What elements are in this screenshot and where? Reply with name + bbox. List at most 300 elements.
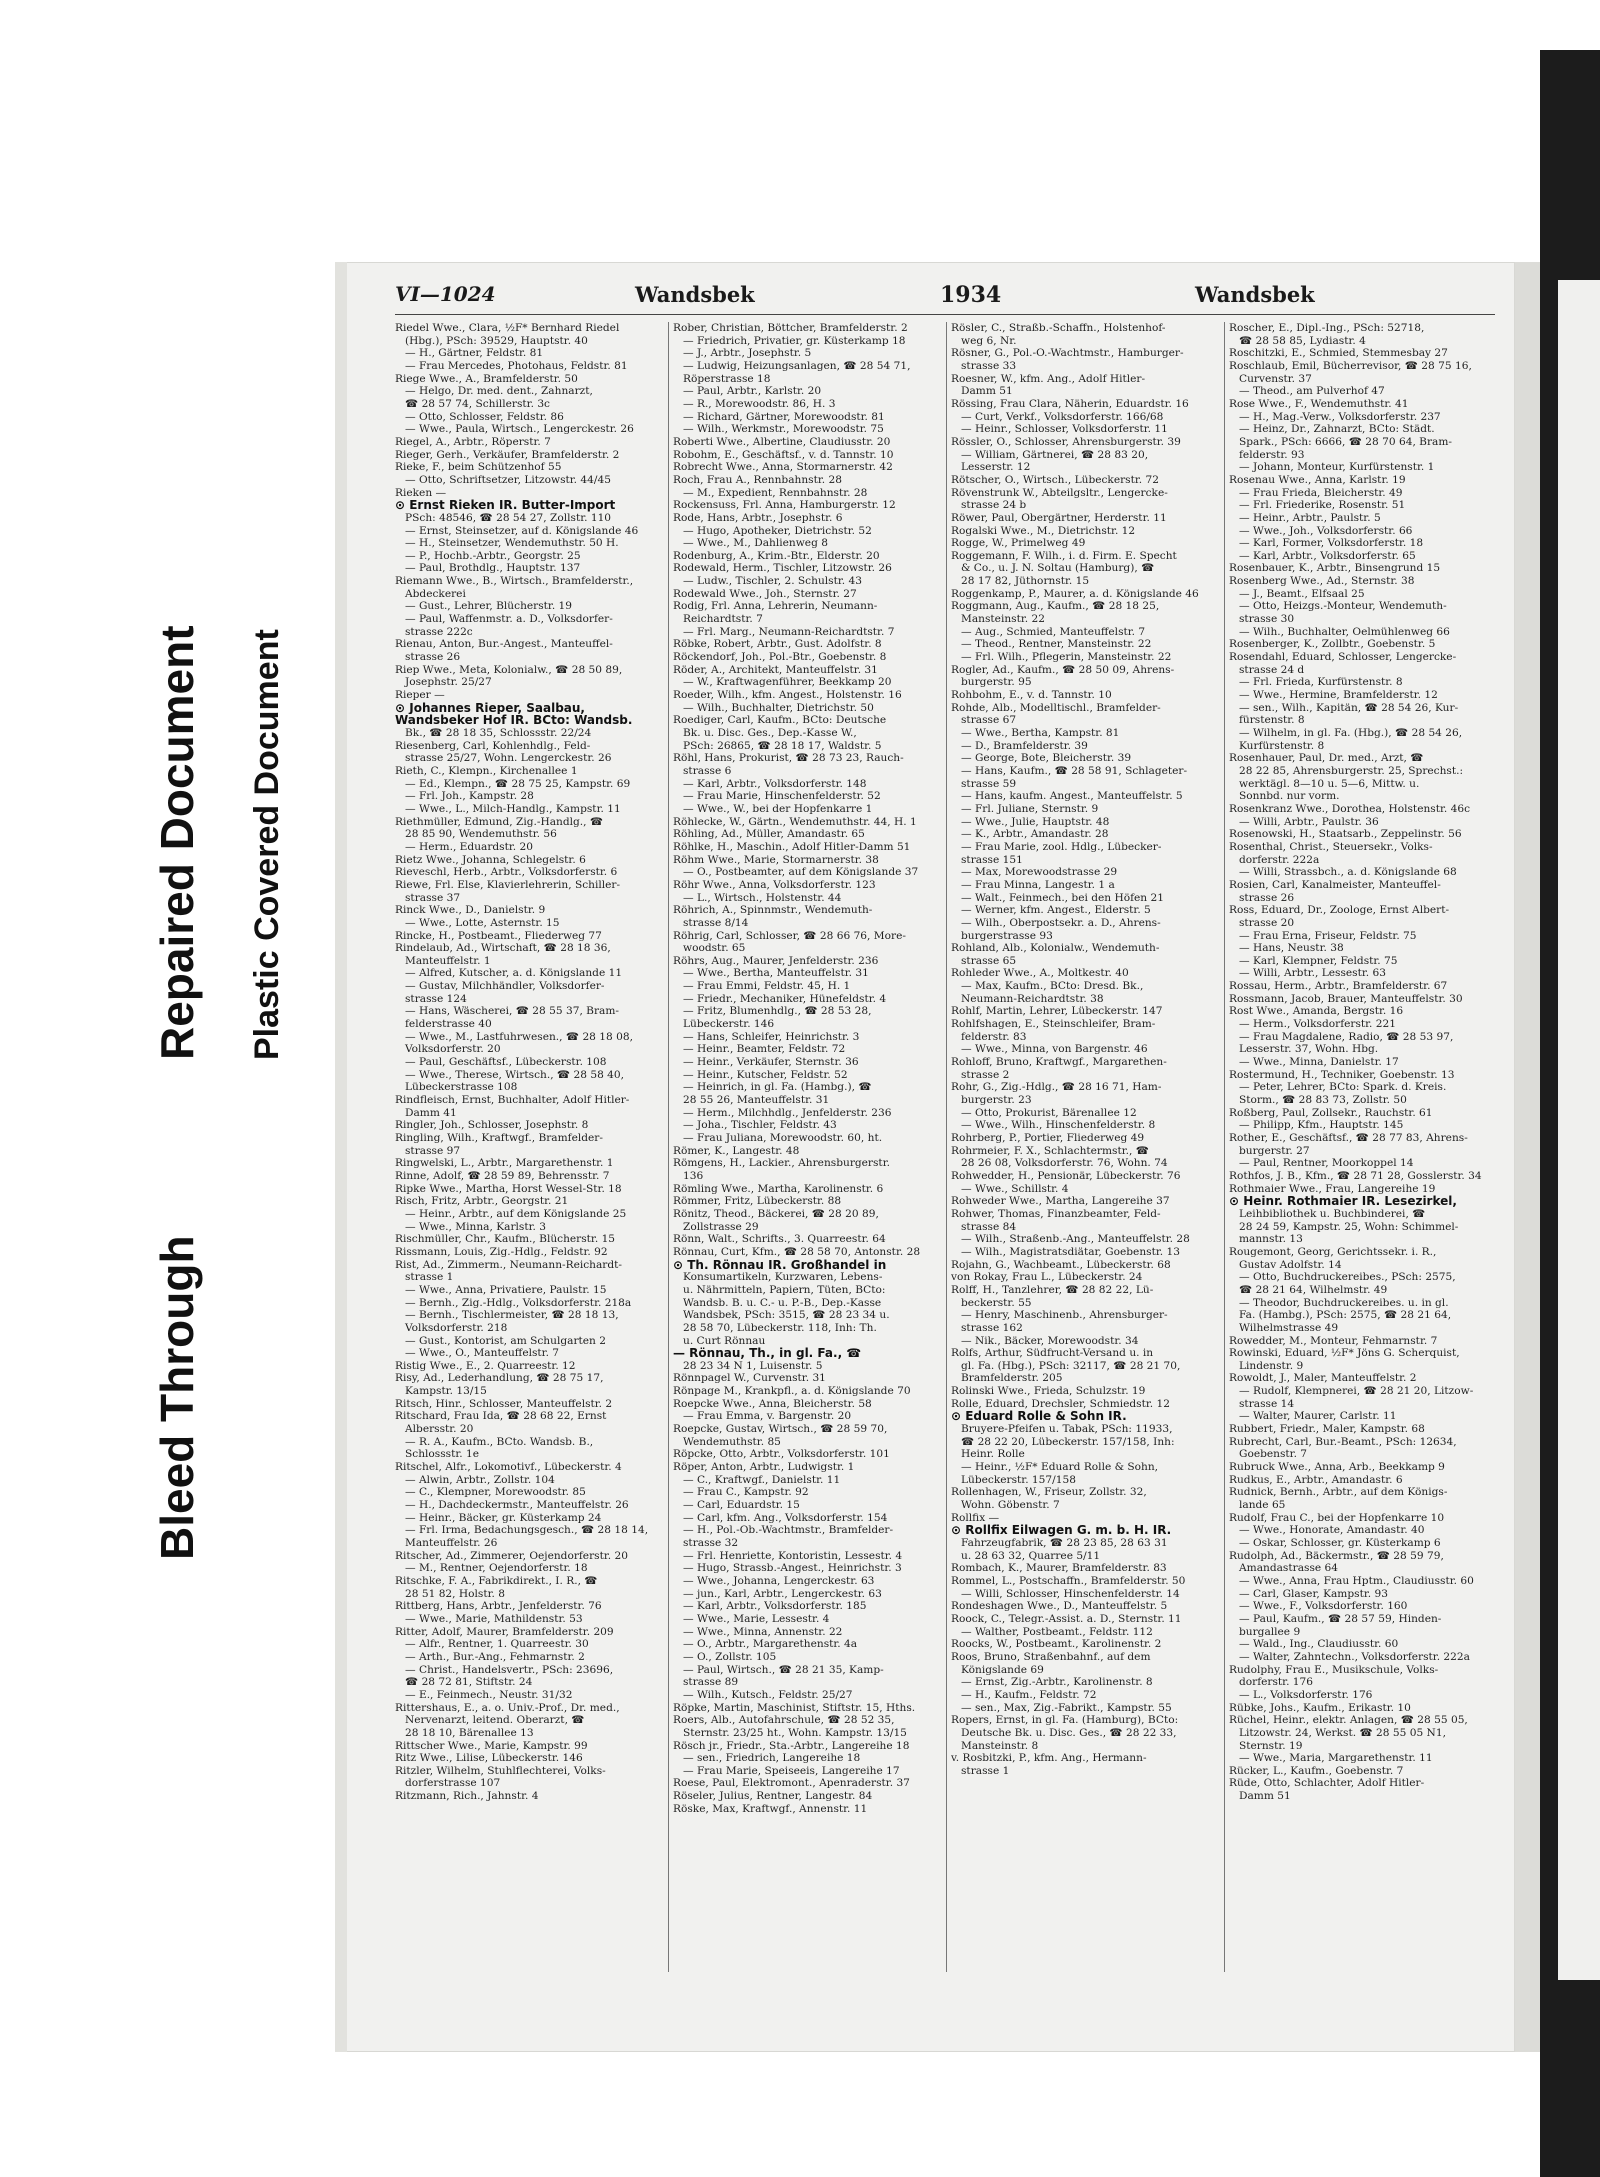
directory-entry: — Willi, Schlosser, Hinschenfelderstr. 14	[961, 1587, 1180, 1600]
directory-entry: — Karl, Arbtr., Volksdorferstr. 185	[683, 1600, 867, 1613]
directory-entry: lande 65	[1239, 1499, 1286, 1512]
directory-entry: — Walter, Maurer, Carlstr. 11	[1239, 1410, 1397, 1423]
directory-entry: — Heinr., ½F* Eduard Rolle & Sohn,	[961, 1461, 1159, 1474]
directory-entry: — Wwe., Minna, Karlstr. 3	[405, 1220, 546, 1233]
directory-entry-advert: Wandsbeker Hof IR. BCto: Wandsb.	[395, 714, 633, 727]
directory-entry: Rittershaus, E., a. o. Univ.-Prof., Dr. med.,	[395, 1701, 620, 1714]
directory-entry: Rockensuss, Frl. Anna, Hamburgerstr. 12	[673, 499, 896, 512]
directory-entry: — Paul, Waffenmstr. a. D., Volksdorfer-	[405, 613, 613, 626]
directory-entry: — Wwe., Anna, Frau Hptm., Claudiusstr. 60	[1239, 1574, 1474, 1587]
directory-entry: — Frl. Joh., Kampstr. 28	[405, 790, 534, 803]
directory-entry: Ritschke, F. A., Fabrikdirekt., I. R., ☎	[395, 1574, 598, 1587]
directory-entry: Rieke, F., beim Schützenhof 55	[395, 461, 562, 474]
directory-entry: — Rudolf, Klempnerei, ☎ 28 21 20, Litzow-	[1239, 1385, 1474, 1398]
directory-entry: Albersstr. 20	[405, 1423, 474, 1436]
directory-entry: Rist, Ad., Zimmerm., Neumann-Reichardt-	[395, 1258, 622, 1271]
directory-entry: Roers, Alb., Autofahrschule, ☎ 28 52 35,	[673, 1714, 895, 1727]
directory-entry: Storm., ☎ 28 83 73, Zollstr. 50	[1239, 1094, 1407, 1107]
directory-entry: strasse 151	[961, 853, 1023, 866]
directory-entry: Rosien, Carl, Kanalmeister, Manteuffel-	[1229, 878, 1441, 891]
directory-entry: Rolff, H., Tanzlehrer, ☎ 28 82 22, Lü-	[951, 1283, 1154, 1296]
directory-entry: Röckendorf, Joh., Pol.-Btr., Goebenstr. 8	[673, 651, 887, 664]
directory-entry: strasse 1	[405, 1271, 454, 1284]
directory-entry: Volksdorferstr. 218	[405, 1321, 508, 1334]
directory-entry: strasse 6	[683, 764, 732, 777]
directory-entry: — Gust., Kontorist, am Schulgarten 2	[405, 1334, 606, 1347]
directory-entry: Rudolphy, Frau E., Musikschule, Volks-	[1229, 1663, 1439, 1676]
directory-entry: Roberti Wwe., Albertine, Claudiusstr. 20	[673, 435, 891, 448]
directory-entry: Bk., ☎ 28 18 35, Schlossstr. 22/24	[405, 727, 592, 739]
directory-entry: — Werner, kfm. Angest., Elderstr. 5	[961, 904, 1151, 917]
directory-entry: Rieth, C., Klempn., Kirchenallee 1	[395, 764, 578, 777]
directory-entry: Ritz Wwe., Lilise, Lübeckerstr. 146	[395, 1752, 583, 1765]
directory-entry: — Frau Marie, zool. Hdlg., Lübecker-	[961, 840, 1162, 853]
directory-entry: — Paul, Arbtr., Karlstr. 20	[683, 385, 822, 398]
directory-entry: — O., Arbtr., Margarethenstr. 4a	[683, 1638, 858, 1651]
directory-entry: Rosenau Wwe., Anna, Karlstr. 19	[1229, 473, 1406, 486]
directory-entry: Ringler, Joh., Schlosser, Josephstr. 8	[395, 1119, 589, 1132]
directory-entry: — Oskar, Schlosser, gr. Küsterkamp 6	[1239, 1537, 1441, 1549]
directory-entry: Rondeshagen Wwe., D., Manteuffelstr. 5	[951, 1600, 1168, 1613]
directory-entry: — Henry, Maschinenb., Ahrensburger-	[961, 1309, 1168, 1322]
directory-entry: Rohwer, Thomas, Finanzbeamter, Feld-	[951, 1207, 1161, 1220]
directory-entry: — Carl, kfm. Ang., Volksdorferstr. 154	[683, 1511, 888, 1524]
directory-entry: Schlossstr. 1e	[405, 1448, 479, 1461]
directory-entry: Rohr, G., Zig.-Hdlg., ☎ 28 16 71, Ham-	[951, 1081, 1162, 1094]
directory-entry: Röhlke, H., Maschin., Adolf Hitler-Damm 51	[673, 840, 911, 853]
directory-entry: Ristig Wwe., E., 2. Quarreestr. 12	[395, 1359, 576, 1372]
directory-entry: — W., Kraftwagenführer, Beekkamp 20	[683, 676, 892, 689]
directory-entry: 28 18 10, Bärenallee 13	[405, 1726, 534, 1739]
directory-entry: Rücker, L., Kaufm., Goebenstr. 7	[1229, 1764, 1404, 1777]
directory-entry: — Wilh., Magistratsdiätar, Goebenstr. 13	[961, 1245, 1180, 1258]
directory-entry: Kampstr. 13/15	[405, 1385, 487, 1398]
directory-entry: Roocks, W., Postbeamt., Karolinenstr. 2	[951, 1638, 1162, 1651]
directory-entry: — Wwe., Bertha, Manteuffelstr. 31	[683, 967, 869, 980]
directory-entry: Sonnbd. nur vorm.	[1239, 790, 1340, 803]
directory-entry: Rojahn, G., Wachbeamt., Lübeckerstr. 68	[951, 1258, 1171, 1271]
directory-entry: strasse 162	[961, 1321, 1023, 1334]
directory-entry: — Heinr., Arbtr., auf dem Königslande 25	[405, 1207, 627, 1220]
directory-entry: Rober, Christian, Böttcher, Bramfelderstr. 2	[673, 322, 908, 334]
directory-entry: Rosenbauer, K., Arbtr., Binsengrund 15	[1229, 562, 1441, 575]
directory-entry: Lübeckerstr. 157/158	[961, 1473, 1076, 1486]
directory-entry: — Hugo, Strassb.-Angest., Heinrichstr. 3	[683, 1562, 902, 1575]
directory-entry: — Herm., Eduardstr. 20	[405, 840, 533, 853]
directory-entry: Rövenstrunk W., Abteilgsltr., Lengercke-	[951, 486, 1168, 499]
directory-entry: Röhling, Ad., Müller, Amandastr. 65	[673, 828, 865, 841]
directory-entry: strasse 124	[405, 992, 467, 1005]
directory-entry: — Otto, Buchdruckereibes., PSch: 2575,	[1239, 1271, 1456, 1284]
directory-entry: fürstenstr. 8	[1239, 714, 1305, 727]
directory-entry: 28 26 08, Volksdorferstr. 76, Wohn. 74	[961, 1157, 1168, 1170]
directory-entry: Rindelaub, Ad., Wirtschaft, ☎ 28 18 36,	[395, 942, 611, 955]
directory-entry: Rogalski Wwe., M., Dietrichstr. 12	[951, 524, 1136, 537]
directory-entry: Rittscher Wwe., Marie, Kampstr. 99	[395, 1739, 588, 1752]
directory-entry: Rubruck Wwe., Anna, Arb., Beekkamp 9	[1229, 1461, 1445, 1474]
directory-entry: — Wwe., Hermine, Bramfelderstr. 12	[1239, 689, 1438, 702]
directory-entry: Rudolph, Ad., Bäckermstr., ☎ 28 59 79,	[1229, 1549, 1444, 1562]
directory-entry: Rohland, Alb., Kolonialw., Wendemuth-	[951, 942, 1160, 955]
directory-entry: (Hbg.), PSch: 39529, Hauptstr. 40	[405, 334, 588, 347]
directory-entry: burgerstr. 27	[1239, 1144, 1310, 1157]
directory-entry: — Helgo, Dr. med. dent., Zahnarzt,	[405, 385, 593, 398]
directory-entry: Riemann Wwe., B., Wirtsch., Bramfelderstr.,	[395, 575, 634, 588]
directory-entry: Rohleder Wwe., A., Moltkestr. 40	[951, 967, 1129, 980]
directory-entry: Roepcke Wwe., Anna, Bleicherstr. 58	[673, 1397, 872, 1410]
directory-entry-advert: — Rönnau, Th., in gl. Fa., ☎	[673, 1347, 862, 1360]
directory-entry: Wandsb. B. u. C.- u. P.-B., Dep.-Kasse	[683, 1296, 882, 1309]
directory-column-4	[1229, 322, 1497, 1982]
directory-entry: Rudkus, E., Arbtr., Amandastr. 6	[1229, 1473, 1403, 1486]
directory-entry: — M., Rentner, Oejendorferstr. 18	[405, 1562, 588, 1575]
directory-entry: — H., Kaufm., Feldstr. 72	[961, 1688, 1097, 1701]
directory-entry: dorferstrasse 107	[405, 1777, 501, 1790]
directory-entry: Rohloff, Bruno, Kraftwgf., Margarethen-	[951, 1056, 1167, 1069]
directory-entry: Ritschel, Alfr., Lokomotivf., Lübeckerstr. 4	[395, 1461, 622, 1474]
directory-entry: Roggenkamp, P., Maurer, a. d. Königslande 46	[951, 587, 1199, 600]
directory-entry: burgerstr. 95	[961, 676, 1032, 689]
directory-entry: Kurfürstenstr. 8	[1239, 739, 1325, 752]
directory-entry: — P., Hochb.-Arbtr., Georgstr. 25	[405, 549, 581, 562]
directory-entry: — Wilh., Straßenb.-Ang., Manteuffelstr. 28	[961, 1233, 1190, 1246]
directory-entry: Rinck Wwe., D., Danielstr. 9	[395, 904, 546, 917]
label-repaired-document: Repaired Document	[151, 625, 203, 1060]
directory-entry: strasse 26	[1239, 891, 1295, 904]
directory-entry: — Frl. Friederike, Rosenstr. 51	[1239, 499, 1406, 512]
directory-entry: — Fritz, Blumenhdlg., ☎ 28 53 28,	[683, 1005, 872, 1018]
directory-entry: — Paul, Kaufm., ☎ 28 57 59, Hinden-	[1239, 1612, 1442, 1625]
directory-entry: burgerstrasse 93	[961, 929, 1053, 942]
directory-entry: Rogler, Ad., Kaufm., ☎ 28 50 09, Ahrens-	[951, 663, 1175, 676]
directory-entry: — H., Steinsetzer, Wendemuthstr. 50 H.	[405, 537, 619, 550]
directory-entry: Rowoldt, J., Maler, Manteuffelstr. 2	[1229, 1372, 1417, 1385]
directory-entry: Rudolf, Frau C., bei der Hopfenkarre 10	[1229, 1511, 1445, 1524]
directory-entry: ☎ 28 22 20, Lübeckerstr. 157/158, Inh:	[961, 1435, 1175, 1448]
directory-entry: u. Nährmitteln, Papiern, Tüten, BCto:	[683, 1283, 886, 1296]
directory-entry: Roock, C., Telegr.-Assist. a. D., Sternstr. 11	[951, 1612, 1182, 1625]
directory-entry: 28 22 85, Ahrensburgerstr. 25, Sprechst.:	[1239, 764, 1464, 777]
directory-entry: — Heinr., Schlosser, Volksdorferstr. 11	[961, 423, 1168, 436]
directory-entry: Röhrs, Aug., Maurer, Jenfelderstr. 236	[673, 954, 879, 967]
directory-entry: — Johann, Monteur, Kurfürstenstr. 1	[1239, 461, 1435, 474]
directory-entry: Lesserstr. 37, Wohn. Hbg.	[1239, 1043, 1379, 1056]
directory-entry: — Wwe., M., Dahlienweg 8	[683, 537, 828, 550]
directory-entry: strasse 24 d	[1239, 663, 1305, 676]
directory-entry: — Carl, Glaser, Kampstr. 93	[1239, 1587, 1388, 1600]
directory-entry: — Frau Mercedes, Photohaus, Feldstr. 81	[405, 359, 628, 372]
directory-entry: Rieken —	[395, 486, 447, 499]
directory-entry: Rienau, Anton, Bur.-Angest., Manteuffel-	[395, 638, 613, 651]
directory-entry: strasse 25/27, Wohn. Lengerckestr. 26	[405, 752, 612, 765]
directory-entry: — Otto, Schlosser, Feldstr. 86	[405, 410, 564, 423]
directory-entry: — Heinrich, in gl. Fa. (Hambg.), ☎	[683, 1081, 872, 1094]
directory-entry: Rougemont, Georg, Gerichtssekr. i. R.,	[1229, 1245, 1437, 1258]
directory-entry: 28 85 90, Wendemuthstr. 56	[405, 828, 557, 841]
page-spine	[335, 262, 347, 2052]
directory-entry: — Wwe., Marie, Lessestr. 4	[683, 1612, 830, 1625]
directory-entry: Ritzler, Wilhelm, Stuhlflechterei, Volks-	[395, 1764, 606, 1777]
directory-entry: Rothfos, J. B., Kfm., ☎ 28 71 28, Gosslerstr. 34	[1229, 1169, 1482, 1182]
directory-entry: — Hans, kaufm. Angest., Manteuffelstr. 5	[961, 790, 1183, 803]
directory-entry: Rudnick, Bernh., Arbtr., auf dem Königs-	[1229, 1486, 1448, 1499]
directory-entry: strasse 30	[1239, 613, 1295, 626]
directory-entry: werktägl. 8—10 u. 5—6, Mittw. u.	[1239, 777, 1420, 790]
annotation-labels	[150, 620, 330, 1580]
directory-entry: — Carl, Eduardstr. 15	[683, 1499, 800, 1512]
directory-entry: Curvenstr. 37	[1239, 372, 1312, 385]
directory-entry: gl. Fa. (Hbg.), PSch: 32117, ☎ 28 21 70,	[961, 1359, 1181, 1372]
next-page-edge	[1558, 280, 1600, 1980]
directory-entry: — Theod., am Pulverhof 47	[1239, 385, 1385, 398]
label-plastic-covered-document: Plastic Covered Document	[248, 629, 286, 1060]
directory-entry: — Wwe., Minna, Annenstr. 22	[683, 1625, 843, 1638]
directory-entry: strasse 37	[405, 891, 461, 904]
directory-entry: — Max, Morewoodstrasse 29	[961, 866, 1118, 879]
directory-entry: Robrecht Wwe., Anna, Stormarnerstr. 42	[673, 461, 893, 474]
directory-entry: — Frau Magdalene, Radio, ☎ 28 53 97,	[1239, 1030, 1454, 1043]
directory-entry: — Gust., Lehrer, Blücherstr. 19	[405, 600, 573, 613]
directory-entry: Rösner, G., Pol.-O.-Wachtmstr., Hamburger-	[951, 347, 1184, 360]
directory-entry: Risy, Ad., Lederhandlung, ☎ 28 75 17,	[395, 1372, 604, 1385]
directory-entry: Deutsche Bk. u. Disc. Ges., ☎ 28 22 33,	[961, 1726, 1177, 1739]
directory-entry: Rönpage M., Krankpfl., a. d. Königslande 70	[673, 1385, 911, 1398]
directory-entry: burgallee 9	[1239, 1625, 1301, 1638]
directory-entry: — Heinr., Beamter, Feldstr. 72	[683, 1043, 846, 1056]
directory-entry: felderstr. 93	[1239, 448, 1305, 461]
directory-entry: — Wwe., Johanna, Lengerckestr. 63	[683, 1574, 875, 1587]
directory-entry: Rohlfshagen, E., Steinschleifer, Bram-	[951, 1018, 1156, 1031]
directory-entry: — Frau Emma, v. Bargenstr. 20	[683, 1410, 852, 1423]
directory-entry: Rösler, C., Straßb.-Schaffn., Holstenhof-	[951, 322, 1166, 334]
directory-entry: — Heinr., Bäcker, gr. Küsterkamp 24	[405, 1511, 602, 1524]
directory-entry: Mansteinstr. 8	[961, 1739, 1039, 1752]
directory-column-1	[395, 322, 663, 1982]
directory-entry: Rissmann, Louis, Zig.-Hdlg., Feldstr. 92	[395, 1245, 608, 1258]
directory-entry: Riewe, Frl. Else, Klavierlehrerin, Schiller-	[395, 878, 621, 891]
directory-entry: — Wwe., Minna, von Bargenstr. 46	[961, 1043, 1148, 1056]
directory-entry: — sen., Wilh., Kapitän, ☎ 28 54 26, Kur-	[1239, 701, 1459, 714]
directory-entry: Rosenkranz Wwe., Dorothea, Holstenstr. 46c	[1229, 802, 1471, 815]
header-year: 1934	[940, 282, 1002, 308]
directory-entry: Röhm Wwe., Marie, Stormarnerstr. 38	[673, 853, 879, 866]
directory-entry: — Philipp, Kfm., Hauptstr. 145	[1239, 1119, 1404, 1132]
directory-entry: strasse 222c	[405, 625, 473, 638]
directory-entry: Rose Wwe., F., Wendemuthstr. 41	[1229, 397, 1409, 410]
directory-entry: Ritzmann, Rich., Jahnstr. 4	[395, 1790, 539, 1803]
directory-entry: — Frl. Henriette, Kontoristin, Lessestr. 4	[683, 1549, 903, 1562]
header-title-right: Wandsbek	[1195, 282, 1315, 307]
directory-entry: 28 24 59, Kampstr. 25, Wohn: Schimmel-	[1239, 1220, 1459, 1233]
directory-entry: Lübeckerstr. 146	[683, 1018, 775, 1031]
directory-entry: Röseler, Julius, Rentner, Langestr. 84	[673, 1790, 873, 1803]
directory-entry: — Alfr., Rentner, 1. Quarreestr. 30	[405, 1638, 589, 1651]
directory-entry: Roggemann, F. Wilh., i. d. Firm. E. Specht	[951, 549, 1177, 562]
directory-entry: Rodenburg, A., Krim.-Btr., Elderstr. 20	[673, 549, 880, 562]
directory-entry: strasse 84	[961, 1220, 1017, 1233]
directory-entry: Goebenstr. 7	[1239, 1448, 1308, 1461]
directory-entry: weg 6, Nr.	[961, 334, 1017, 347]
directory-entry: — Ernst, Steinsetzer, auf d. Königslande 46	[405, 524, 639, 537]
directory-entry: Rother, E., Geschäftsf., ☎ 28 77 83, Ahrens-	[1229, 1132, 1468, 1144]
directory-entry: dorferstr. 222a	[1239, 853, 1320, 866]
directory-entry: burgerstr. 23	[961, 1094, 1032, 1107]
directory-entry: — William, Gärtnerei, ☎ 28 83 20,	[961, 448, 1149, 461]
directory-entry: — Heinz, Dr., Zahnarzt, BCto: Städt.	[1239, 423, 1435, 436]
directory-entry: — Wwe., Bertha, Kampstr. 81	[961, 727, 1120, 739]
directory-entry: Rinne, Adolf, ☎ 28 59 89, Behrensstr. 7	[395, 1169, 610, 1182]
directory-entry: — Peter, Lehrer, BCto: Spark. d. Kreis.	[1239, 1081, 1447, 1094]
directory-entry: Römling Wwe., Martha, Karolinenstr. 6	[673, 1182, 884, 1195]
directory-entry: — sen., Max, Zig.-Fabrikt., Kampstr. 55	[961, 1701, 1172, 1714]
directory-entry: Rönnpagel W., Curvenstr. 31	[673, 1372, 826, 1385]
directory-entry: — H., Pol.-Ob.-Wachtmstr., Bramfelder-	[683, 1524, 894, 1537]
directory-entry: — Friedrich, Privatier, gr. Küsterkamp 18	[683, 334, 906, 347]
directory-entry: Roepcke, Gustav, Wirtsch., ☎ 28 59 70,	[673, 1423, 888, 1436]
directory-entry: Ripke Wwe., Martha, Horst Wessel-Str. 18	[395, 1182, 622, 1195]
directory-entry: — Paul, Wirtsch., ☎ 28 21 35, Kamp-	[683, 1663, 884, 1676]
directory-entry: strasse 2	[961, 1068, 1010, 1081]
directory-entry: — Wilh., Buchhalter, Oelmühlenweg 66	[1239, 625, 1450, 638]
directory-entry: Ritschard, Frau Ida, ☎ 28 68 22, Ernst	[395, 1410, 607, 1423]
directory-entry: — Friedr., Mechaniker, Hünefeldstr. 4	[683, 992, 887, 1005]
directory-entry: — Wwe., Minna, Danielstr. 17	[1239, 1056, 1399, 1069]
directory-entry: — C., Kraftwgf., Danielstr. 11	[683, 1473, 841, 1486]
directory-entry: Röder, A., Architekt, Manteuffelstr. 31	[673, 663, 878, 676]
directory-entry: — Paul, Rentner, Moorkoppel 14	[1239, 1157, 1414, 1170]
directory-entry: — Hans, Schleifer, Heinrichstr. 3	[683, 1030, 860, 1043]
directory-entry: Heinr. Rolle	[961, 1448, 1025, 1461]
directory-entry: — Ludw., Tischler, 2. Schulstr. 43	[683, 575, 862, 588]
directory-entry: Damm 51	[961, 385, 1013, 398]
directory-entry: Rodewald, Herm., Tischler, Litzowstr. 26	[673, 562, 892, 575]
directory-entry: Rosenthal, Christ., Steuersekr., Volks-	[1229, 840, 1433, 853]
directory-entry: Roch, Frau A., Rennbahnstr. 28	[673, 473, 842, 486]
directory-entry: Rolfs, Arthur, Südfrucht-Versand u. in	[951, 1347, 1154, 1360]
directory-entry: — Frau Frieda, Bleicherstr. 49	[1239, 486, 1403, 499]
directory-entry: Rittberg, Hans, Arbtr., Jenfelderstr. 76	[395, 1600, 602, 1613]
directory-entry: — Arth., Bur.-Ang., Fehmarnstr. 2	[405, 1650, 585, 1663]
directory-entry: Sternstr. 19	[1239, 1739, 1303, 1752]
directory-entry: 28 51 82, Holstr. 8	[405, 1587, 505, 1600]
directory-entry: — M., Expedient, Rennbahnstr. 28	[683, 486, 868, 499]
directory-entry: Wendemuthstr. 85	[683, 1435, 781, 1448]
directory-entry: — Frl. Wilh., Pflegerin, Mansteinstr. 22	[961, 651, 1172, 664]
directory-entry: Röbke, Robert, Arbtr., Gust. Adolfstr. 8	[673, 638, 882, 651]
directory-entry: Roeder, Wilh., kfm. Angest., Holstenstr. 16	[673, 689, 902, 702]
directory-entry: Ringling, Wilh., Kraftwgf., Bramfelder-	[395, 1132, 603, 1144]
directory-entry: Rosenowski, H., Staatsarb., Zeppelinstr. 56	[1229, 828, 1462, 841]
directory-entry: Röpcke, Otto, Arbtr., Volksdorferstr. 101	[673, 1448, 890, 1461]
directory-entry: Rowinski, Eduard, ½F* Jöns G. Scherquist,	[1229, 1347, 1460, 1360]
directory-entry: Rincke, H., Postbeamt., Fliederweg 77	[395, 929, 602, 942]
directory-entry: Rönn, Walt., Schrifts., 3. Quarreestr. 64	[673, 1233, 886, 1246]
directory-entry: — Hans, Wäscherei, ☎ 28 55 37, Bram-	[405, 1005, 619, 1018]
directory-entry: — R. A., Kaufm., BCto. Wandsb. B.,	[405, 1435, 594, 1448]
directory-entry: Roschitzki, E., Schmied, Stemmesbay 27	[1229, 347, 1448, 360]
directory-entry: — Hugo, Apotheker, Dietrichstr. 52	[683, 524, 872, 537]
directory-entry: — Wilhelm, in gl. Fa. (Hbg.), ☎ 28 54 26,	[1239, 727, 1463, 739]
directory-entry: — Frau Emmi, Feldstr. 45, H. 1	[683, 980, 851, 993]
directory-entry: strasse 8/14	[683, 916, 749, 929]
directory-entry: — Wald., Ing., Claudiusstr. 60	[1239, 1638, 1399, 1651]
directory-entry: — Paul, Brothdlg., Hauptstr. 137	[405, 562, 581, 575]
directory-entry: strasse 89	[683, 1676, 739, 1689]
directory-entry: — Frl. Juliane, Sternstr. 9	[961, 802, 1099, 815]
directory-entry: Ropers, Ernst, in gl. Fa. (Hamburg), BCto:	[951, 1714, 1179, 1727]
directory-entry: Manteuffelstr. 1	[405, 954, 491, 967]
directory-entry: Rönitz, Theod., Bäckerei, ☎ 28 20 89,	[673, 1207, 879, 1220]
directory-entry: — Gustav, Milchhändler, Volksdorfer-	[405, 980, 605, 993]
directory-entry: strasse 14	[1239, 1397, 1295, 1410]
directory-entry: — Wilh., Oberpostsekr. a. D., Ahrens-	[961, 916, 1161, 929]
directory-entry: Römer, K., Langestr. 48	[673, 1144, 800, 1157]
directory-entry: Röske, Max, Kraftwgf., Annenstr. 11	[673, 1802, 868, 1815]
directory-entry: — Wwe., M., Lastfuhrwesen., ☎ 28 18 08,	[405, 1030, 633, 1043]
directory-entry: — Walther, Postbeamt., Feldstr. 112	[961, 1625, 1153, 1638]
directory-entry: Konsumartikeln, Kurzwaren, Lebens-	[683, 1271, 883, 1284]
directory-entry: Riegel, A., Arbtr., Röperstr. 7	[395, 435, 551, 448]
directory-entry: Roediger, Carl, Kaufm., BCto: Deutsche	[673, 714, 887, 727]
directory-entry: — Hans, Neustr. 38	[1239, 942, 1344, 955]
directory-entry: Roggmann, Aug., Kaufm., ☎ 28 18 25,	[951, 600, 1160, 613]
directory-entry: — Heinr., Arbtr., Paulstr. 5	[1239, 511, 1381, 524]
directory-entry: Lübeckerstrasse 108	[405, 1081, 518, 1094]
directory-entry: — Walter, Zahntechn., Volksdorferstr. 222a	[1239, 1650, 1470, 1663]
directory-entry: — H., Gärtner, Feldstr. 81	[405, 347, 544, 360]
directory-entry: Röhrich, A., Spinnmstr., Wendemuth-	[673, 904, 873, 917]
directory-entry: Rollfix —	[951, 1511, 1000, 1524]
directory-entry: Zollstrasse 29	[683, 1220, 759, 1233]
directory-entry: strasse 32	[683, 1537, 739, 1549]
directory-entry: — Curt, Verkf., Volksdorferstr. 166/68	[961, 410, 1164, 423]
directory-entry: Lindenstr. 9	[1239, 1359, 1304, 1372]
directory-entry: Volksdorferstr. 20	[405, 1043, 501, 1056]
directory-entry: Rietz Wwe., Johanna, Schlegelstr. 6	[395, 853, 586, 866]
directory-entry: — Karl, Arbtr., Volksdorferstr. 148	[683, 777, 867, 790]
directory-entry: strasse 24 b	[961, 499, 1027, 512]
directory-entry: — Ed., Klempn., ☎ 28 75 25, Kampstr. 69	[405, 777, 631, 790]
directory-entry: Rolle, Eduard, Drechsler, Schmiedstr. 12	[951, 1397, 1170, 1410]
directory-entry: Rohrmeier, F. X., Schlachtermstr., ☎	[951, 1144, 1149, 1157]
directory-entry: — E., Feinmech., Neustr. 31/32	[405, 1688, 573, 1701]
directory-entry: beckerstr. 55	[961, 1296, 1032, 1309]
directory-entry: — Hans, Kaufm., ☎ 28 58 91, Schlageter-	[961, 764, 1188, 777]
directory-entry: — Wwe., W., bei der Hopfenkarre 1	[683, 802, 873, 815]
directory-entry: Königslande 69	[961, 1663, 1044, 1676]
directory-entry-advert: ⊙ Rollfix Eilwagen G. m. b. H. IR.	[951, 1524, 1172, 1537]
directory-entry: v. Rosbitzki, P., kfm. Ang., Hermann-	[951, 1752, 1147, 1765]
directory-entry: — Frl. Irma, Bedachungsgesch., ☎ 28 18 14,	[405, 1524, 649, 1537]
directory-entry-advert: ⊙ Heinr. Rothmaier IR. Lesezirkel,	[1229, 1195, 1457, 1208]
directory-entry: Rötscher, O., Wirtsch., Lübeckerstr. 72	[951, 473, 1159, 486]
directory-entry: Robohm, E., Geschäftsf., v. d. Tannstr. 10	[673, 448, 894, 461]
directory-entry: — Willi, Arbtr., Paulstr. 36	[1239, 815, 1379, 828]
directory-entry: Rieger, Gerh., Verkäufer, Bramfelderstr. 2	[395, 448, 620, 461]
directory-entry: Rübke, Johs., Kaufm., Erikastr. 10	[1229, 1701, 1411, 1714]
directory-entry: — Herm., Volksdorferstr. 221	[1239, 1018, 1397, 1031]
directory-entry: Rodewald Wwe., Joh., Sternstr. 27	[673, 587, 857, 600]
directory-entry: — Wwe., Schillstr. 4	[961, 1182, 1069, 1195]
directory-entry: — Bernh., Zig.-Hdlg., Volksdorferstr. 218a	[405, 1296, 632, 1309]
directory-entry: strasse 97	[405, 1144, 461, 1157]
directory-entry: Sternstr. 23/25 ht., Wohn. Kampstr. 13/15	[683, 1726, 907, 1739]
directory-entry: strasse 1	[961, 1764, 1010, 1777]
directory-entry: — D., Bramfelderstr. 39	[961, 739, 1088, 752]
directory-entry: Nervenarzt, leitend. Oberarzt, ☎	[405, 1714, 585, 1727]
directory-entry: Rohrberg, P., Portier, Fliederweg 49	[951, 1132, 1145, 1144]
directory-entry: Rössler, O., Schlosser, Ahrensburgerstr. 39	[951, 435, 1181, 448]
